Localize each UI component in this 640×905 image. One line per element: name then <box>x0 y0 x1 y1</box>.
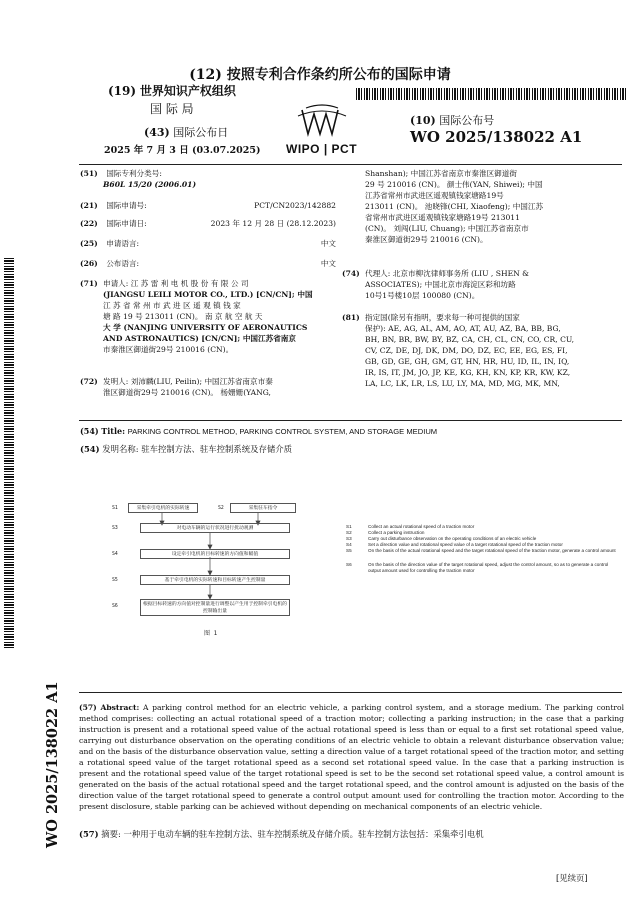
filing-language-row <box>80 238 336 249</box>
inventor-number: (72) <box>80 377 98 386</box>
inventor-line: Shanshan); 中国江苏省南京市秦淮区御道街 <box>365 169 517 178</box>
pubno-number: (10) <box>410 114 436 127</box>
applicant-line: 江 苏 省 常 州 市 武 进 区 遥 观 镇 钱 家 <box>103 301 241 310</box>
legend-row: S5 On the basis of the actual rotational speed and the target rotational speed of the traction motor, generate a control amount <box>346 548 616 553</box>
inventor-line: (CN)。 刘闯(LIU, Chuang); 中国江苏省南京市 <box>365 224 529 233</box>
title-zh-row <box>80 443 292 455</box>
applicant-line: 申请人: 江 苏 雷 利 电 机 股 份 有 限 公 司 <box>103 279 249 288</box>
agent-line: 代理人: 北京市柳沈律师事务所 (LIU , SHEN & <box>365 269 529 278</box>
agent-number: (74) <box>342 269 360 278</box>
step-id: S4 <box>112 552 118 557</box>
title-en-row <box>80 426 437 436</box>
ipc-value <box>103 179 196 190</box>
step-id: S1 <box>112 506 118 511</box>
pubdate-value: 2025 年 7 月 3 日 (03.07.2025) <box>104 145 261 156</box>
abstract-zh <box>79 828 624 840</box>
org-block <box>108 84 236 98</box>
flow-step-box: 基于牵引电机的实际转速和目标转速产生控制量 <box>140 575 290 585</box>
application-number-label: 国际申请号: <box>106 201 147 210</box>
applicant-number: (71) <box>80 279 98 288</box>
title-en-label: Title: <box>101 426 126 436</box>
filing-language-label: 申请语言: <box>106 239 140 248</box>
filing-language-num: (25) <box>80 239 98 248</box>
applicant-line: 市秦淮区御道街29号 210016 (CN)。 <box>103 345 234 354</box>
org-name: 世界知识产权组织 <box>139 84 236 98</box>
filing-language-value: 中文 <box>320 239 336 248</box>
abstract-en <box>79 702 624 812</box>
agent-line: ASSOCIATES); 中国北京市海淀区彩和坊路 <box>365 280 516 289</box>
ipc-code: B60L 15/20 (2006.01) <box>103 180 197 189</box>
publication-language-row <box>80 258 336 269</box>
applicant-line: (JIANGSU LEILI MOTOR CO., LTD.) [CN/CN]; 中国 <box>103 290 313 299</box>
designated-states-block <box>342 312 626 389</box>
inventor-line: 发明人: 刘沛麟(LIU, Peilin); 中国江苏省南京市秦 <box>103 377 273 386</box>
header-divider <box>79 164 622 165</box>
states-line: 指定国(除另有指明，要求每一种可提供的国家 <box>365 313 520 322</box>
publication-language-value: 中文 <box>320 259 336 268</box>
legend-row: S6 On the basis of the direction value of the target rotational speed, adjust the control amount, so as to generate a control output amount used for controlling the traction motor <box>346 562 609 574</box>
step-id: S2 <box>218 506 224 511</box>
states-line: GB, GD, GE, GH, GM, GT, HN, HR, HU, ID, IL, IN, IQ, <box>365 357 570 366</box>
legend-row: S4 Set a direction value and rotational speed value of a target rotational speed of the traction motor <box>346 542 563 547</box>
states-line: IR, IS, IT, JM, JO, JP, KE, KG, KH, KN, KP, KR, KW, KZ, <box>365 368 571 377</box>
legend-row: S3 Carry out disturbance observation on the operating conditions of an electric vehicle <box>346 536 537 541</box>
pubdate-number: (43) <box>144 126 170 139</box>
filing-date-num: (22) <box>80 219 98 228</box>
states-line: CV, CZ, DE, DJ, DK, DM, DO, DZ, EC, EE, EG, ES, FI, <box>365 346 568 355</box>
wipo-emblem-icon <box>268 104 376 144</box>
inventor-line: 江苏省常州市武进区遥观镇钱家塘路19号 <box>365 191 504 200</box>
title-zh-label: 发明名称: <box>102 444 139 454</box>
legend-row: S1 Collect an actual rotational speed of a traction motor <box>346 524 475 529</box>
ipc-number: (51) <box>80 169 98 178</box>
continued-notice: [见续页] <box>556 873 588 883</box>
application-number-num: (21) <box>80 201 98 210</box>
designated-states-number: (81) <box>342 313 360 322</box>
title-zh-text: 驻车控制方法、驻车控制系统及存储介质 <box>141 444 293 454</box>
step-id: S3 <box>112 526 118 531</box>
abstract-en-label: Abstract: <box>100 703 140 712</box>
agent-block <box>342 268 626 301</box>
abstract-zh-number: (57) <box>79 829 99 839</box>
org-subname: 国 际 局 <box>150 102 194 116</box>
figure-caption: 图 1 <box>204 630 218 637</box>
abstract-en-text: A parking control method for an electric vehicle, a parking control system, and a storage medium. The parking control method comprises: collecting an actual rotational speed of a traction motor; collecting a parking instruction; in the case that a parking instruction is present and a rotational speed value of the actual rotational speed is less than or equal to a first set rotational speed value, carrying out disturbance observation on the operating conditions of an electric vehicle to obtain a relevant disturbance observation value; and on the basis of the disturbance observation value, setting a direction value of a target rotational speed of the traction motor, and setting a rotational speed value of the target rotational speed as a second set rotational speed value. In the case that a parking instruction is present and the rotational speed value of the target rotational speed is set to be the second set rotational speed value, a control amount is generated on the basis of the actual rotational speed and the target rotational speed, and the control amount is adjusted on the basis of the direction value of the target rotational speed to generate a control output amount used for controlling the traction motor. According to the present disclosure, stable parking can be achieved without depending on mechanical components of an electric vehicle. <box>79 703 624 811</box>
filing-date-row <box>80 218 336 229</box>
ipc-row <box>80 168 162 179</box>
states-line: BH, BN, BR, BW, BY, BZ, CA, CH, CL, CN, CO, CR, CU, <box>365 335 575 344</box>
publication-language-num: (26) <box>80 259 98 268</box>
inventor-line: 秦淮区御道街29号 210016 (CN)。 <box>365 235 488 244</box>
inventor-line: 213011 (CN)。 池晓锋(CHI, Xiaofeng); 中国江苏 <box>365 202 544 211</box>
flow-step-box: 根据目标转速的方向值对控制量进行调整以产生用于控制牵引电机的控制输出量 <box>140 599 290 616</box>
inventor-line: 省常州市武进区遥观镇钱家塘路19号 213011 <box>365 213 520 222</box>
pubno-label: 国际公布号 <box>439 114 495 127</box>
inventor-block <box>80 376 336 398</box>
agent-line: 10号1号楼10层 100080 (CN)。 <box>365 291 480 300</box>
inventor-line: 29 号 210016 (CN)。 颜士伟(YAN, Shiwei); 中国 <box>365 180 543 189</box>
pubdate-label: 国际公布日 <box>173 126 229 139</box>
filing-date-label: 国际申请日: <box>106 219 147 228</box>
title-divider <box>79 420 622 421</box>
title-en-number: (54) <box>80 426 99 436</box>
inventor-line: 淮区御道街29号 210016 (CN)。 杨姗姗(YANG, <box>103 388 271 397</box>
application-number-value: PCT/CN2023/142882 <box>254 201 336 210</box>
states-line: 保护): AE, AG, AL, AM, AO, AT, AU, AZ, BA, BB, BG, <box>365 324 561 333</box>
step-id: S5 <box>112 578 118 583</box>
abstract-divider <box>79 692 622 693</box>
side-publication-label: WO 2025/138022 A1 <box>44 681 61 848</box>
filing-date-value: 2023 年 12 月 28 日 (28.12.2023) <box>210 219 336 228</box>
publication-number: WO 2025/138022 A1 <box>410 128 583 146</box>
flowchart-connectors <box>110 496 340 638</box>
ipc-label: 国际专利分类号: <box>106 169 162 178</box>
side-barcode <box>4 258 14 650</box>
step-id: S6 <box>112 604 118 609</box>
abstract-zh-label: 摘要: <box>101 829 121 839</box>
pubno-block <box>410 112 494 128</box>
flow-step-box: 设定牵引电机的目标转速的方向值和幅值 <box>140 549 290 559</box>
flow-step-box: 对电动车辆的运行状况进行扰动观测 <box>140 523 290 533</box>
applicant-block <box>80 278 336 355</box>
right-column <box>342 168 626 388</box>
org-number: (19) <box>108 84 137 98</box>
publication-language-label: 公布语言: <box>106 259 140 268</box>
title-zh-number: (54) <box>80 444 100 454</box>
pubdate-block <box>144 124 228 140</box>
abstract-en-number: (57) <box>79 703 97 712</box>
legend-row: S2 Collect a parking instruction <box>346 530 425 535</box>
application-number-row <box>80 200 336 211</box>
abstract-zh-text: 一种用于电动车辆的驻车控制方法、驻车控制系统及存储介质。驻车控制方法包括：采集牵引电机 <box>123 829 484 839</box>
top-barcode <box>356 88 628 100</box>
flowchart-figure <box>110 496 340 638</box>
flow-step-box: 采集驻车指令 <box>230 503 296 513</box>
flow-step-box: 采集牵引电机的实际转速 <box>128 503 198 513</box>
applicant-line: 大 学 (NANJING UNIVERSITY OF AERONAUTICS <box>103 323 308 332</box>
wipo-logo-text: WIPO | PCT <box>286 142 358 156</box>
title-en-text: PARKING CONTROL METHOD, PARKING CONTROL SYSTEM, AND STORAGE MEDIUM <box>127 427 438 436</box>
applicant-line: AND ASTRONAUTICS) [CN/CN]; 中国江苏省南京 <box>103 334 296 343</box>
document-type-title: (12) 按照专利合作条约所公布的国际申请 <box>189 67 451 83</box>
wipo-logo <box>268 104 376 160</box>
inventors-continued <box>365 168 626 245</box>
applicant-line: 塘 路 19 号 213011 (CN)。 南 京 航 空 航 天 <box>103 312 263 321</box>
states-line: LA, LC, LK, LR, LS, LU, LY, MA, MD, MG, MK, MN, <box>365 379 560 388</box>
